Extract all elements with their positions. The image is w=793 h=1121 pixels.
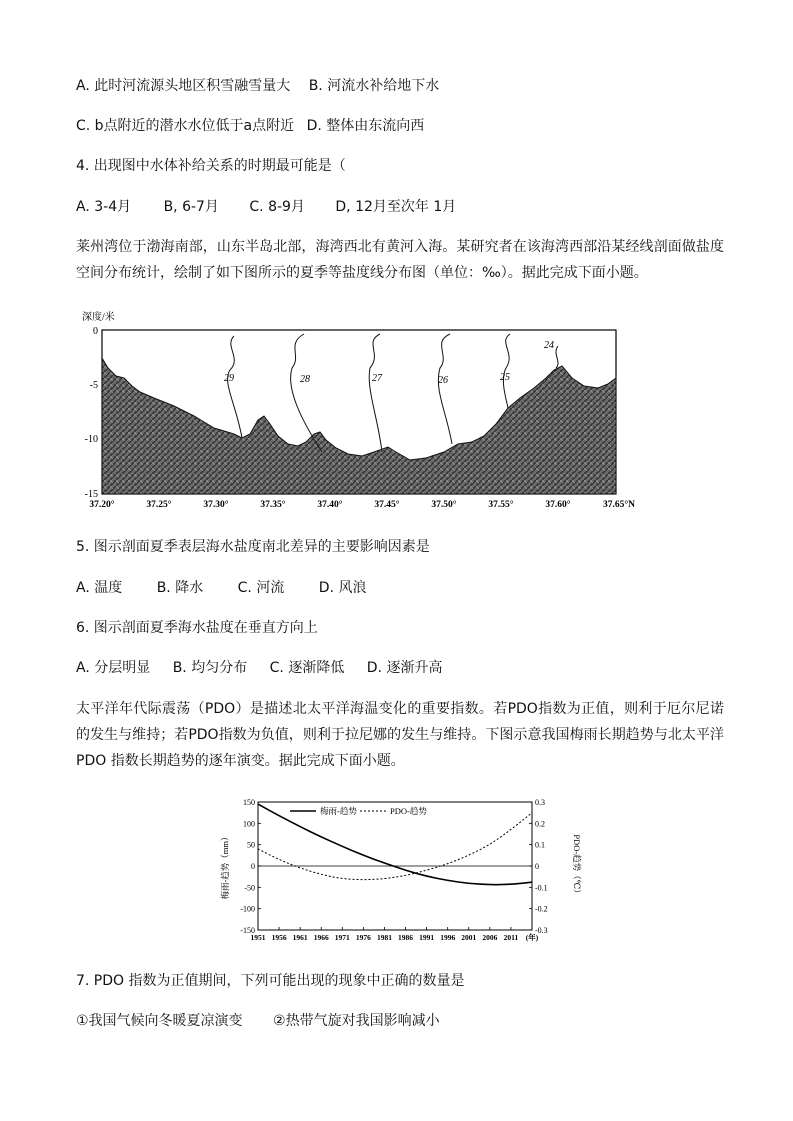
x-tick-label: 2006	[482, 933, 498, 942]
q3-options-row2	[76, 116, 424, 136]
right-tick-label: 0.1	[535, 840, 545, 850]
left-tick-label: -100	[240, 904, 255, 914]
right-tick-label: -0.1	[535, 883, 548, 893]
x-tick-label: 1956	[271, 933, 287, 942]
q4-stem: 4. 出现图中水体补给关系的时期最可能是（	[76, 158, 346, 174]
q3-option-d: D. 整体由东流向西	[306, 118, 425, 134]
seabed-terrain	[102, 358, 616, 494]
q6-stem: 6. 图示剖面夏季海水盐度在垂直方向上	[76, 620, 318, 636]
q7-item-1: ①我国气候向冬暖夏凉演变	[76, 1013, 243, 1029]
meiyu-pdo-chart	[220, 796, 590, 948]
q5-option-a: A. 温度	[76, 580, 123, 596]
latitude-tick: 37.45°	[374, 500, 400, 510]
left-axis-label: 梅雨-趋势（mm）	[220, 832, 230, 900]
q7-item-2: ②热带气旋对我国影响减小	[273, 1013, 440, 1029]
x-tick-label: 1971	[334, 933, 350, 942]
q4-option-c: C. 8-9月	[249, 199, 305, 215]
latitude-tick: 37.25°	[146, 500, 172, 510]
passage-laizhou-bay: 莱州湾位于渤海南部，山东半岛北部，海湾西北有黄河入海。某研究者在该海湾西部沿某经线剖面做盐度空间分布统计，绘制了如下图所示的夏季等盐度线分布图（单位：‰）。据此完成下面小题。	[76, 239, 724, 281]
x-tick-label: 1986	[398, 933, 414, 942]
depth-tick: -5	[89, 380, 98, 391]
isohaline-labels	[224, 340, 554, 386]
x-tick-label: 1966	[313, 933, 329, 942]
depth-axis-label: 深度/米	[82, 312, 115, 323]
isohaline-27	[369, 334, 382, 452]
latitude-tick: 37.30°	[203, 500, 229, 510]
x-tick-label: 2001	[461, 933, 477, 942]
legend-label-pdo: PDO-趋势	[390, 806, 427, 816]
q4-option-d: D, 12月至次年 1月	[335, 199, 457, 215]
q6-option-c: C. 逐渐降低	[269, 660, 345, 676]
meiyu-trend-line	[258, 804, 532, 885]
isohaline-label: 25	[500, 372, 510, 383]
passage-pdo: 太平洋年代际震荡（PDO）是描述北太平洋海温变化的重要指数。若PDO指数为正值，则利于厄尔尼诺的发生与维持；若PDO指数为负值，则利于拉尼娜的发生与维持。下图示意我国梅雨长期趋势与北太平洋 PDO 指数长期趋势的逐年演变。据此完成下面小题。	[76, 701, 724, 769]
q6-option-b: B. 均匀分布	[172, 660, 248, 676]
q6-option-d: D. 逐渐升高	[366, 660, 443, 676]
right-axis-label: PDO-趋势（℃）	[572, 834, 582, 898]
latitude-ticks	[89, 499, 635, 510]
latitude-tick: 37.35°	[260, 500, 286, 510]
x-tick-label: 1951	[250, 933, 266, 942]
q4-option-a: A. 3-4月	[76, 199, 132, 215]
salinity-section-figure	[74, 306, 654, 512]
x-tick-label: 1981	[376, 933, 392, 942]
isohaline-label: 26	[438, 375, 448, 386]
q6-options	[76, 658, 442, 678]
q5-option-c: C. 河流	[237, 580, 285, 596]
right-tick-label: 0.3	[535, 798, 545, 807]
isohaline-24	[556, 346, 558, 368]
x-tick-label: (年)	[525, 933, 539, 942]
isohaline-29	[228, 336, 242, 438]
pdo-trend-line	[258, 813, 532, 880]
latitude-tick: 37.40°	[317, 500, 343, 510]
latitude-tick: 37.50°	[431, 500, 457, 510]
left-tick-label: 150	[243, 798, 255, 807]
depth-tick: -10	[84, 434, 98, 445]
latitude-tick: 37.55°	[488, 500, 514, 510]
q6-option-a: A. 分层明显	[76, 660, 151, 676]
q5-stem: 5. 图示剖面夏季表层海水盐度南北差异的主要影响因素是	[76, 539, 430, 555]
q4-options	[76, 197, 456, 217]
left-tick-label: 100	[243, 819, 255, 829]
q5-option-b: B. 降水	[156, 580, 204, 596]
right-tick-label: -0.2	[535, 904, 548, 914]
x-tick-label: 1961	[292, 933, 308, 942]
q3-option-b: B. 河流水补给地下水	[308, 78, 440, 94]
chart-legend	[290, 806, 427, 816]
left-tick-label: -150	[240, 926, 255, 935]
q5-option-d: D. 风浪	[318, 580, 367, 596]
right-tick-label: -0.3	[535, 926, 548, 935]
left-tick-label: 0	[251, 862, 255, 871]
isohaline-label: 29	[224, 373, 234, 384]
q3-option-c: C. b点附近的潜水水位低于a点附近	[76, 118, 295, 134]
isohaline-26	[438, 334, 452, 444]
right-tick-label: 0.2	[535, 819, 545, 829]
q7-stem: 7. PDO 指数为正值期间，下列可能出现的现象中正确的数量是	[76, 973, 465, 989]
legend-label-meiyu: 梅雨-趋势	[320, 806, 357, 816]
depth-tick: -15	[84, 489, 98, 500]
x-tick-label: 1976	[355, 933, 371, 942]
x-tick-label: 2011	[503, 933, 519, 942]
right-tick-label: 0	[535, 862, 539, 871]
depth-tick: 0	[93, 326, 98, 337]
q7-items	[76, 1011, 440, 1031]
q5-options	[76, 578, 366, 598]
isohaline-label: 27	[372, 373, 382, 384]
isohaline-label: 24	[544, 340, 554, 351]
left-tick-label: -50	[244, 883, 255, 893]
q3-option-a: A. 此时河流源头地区积雪融雪量大	[76, 78, 291, 94]
latitude-tick: 37.20°	[89, 500, 115, 510]
q3-options-row1	[76, 76, 439, 96]
isohaline-label: 28	[300, 374, 310, 385]
latitude-tick: 37.60°	[545, 500, 571, 510]
depth-ticks	[85, 326, 98, 500]
q4-option-b: B, 6-7月	[163, 199, 219, 215]
isohaline-25	[503, 334, 510, 408]
left-tick-label: 50	[247, 840, 255, 850]
latitude-tick: 37.65°N	[602, 500, 636, 510]
x-tick-label: 1996	[440, 933, 456, 942]
x-tick-label: 1991	[419, 933, 435, 942]
